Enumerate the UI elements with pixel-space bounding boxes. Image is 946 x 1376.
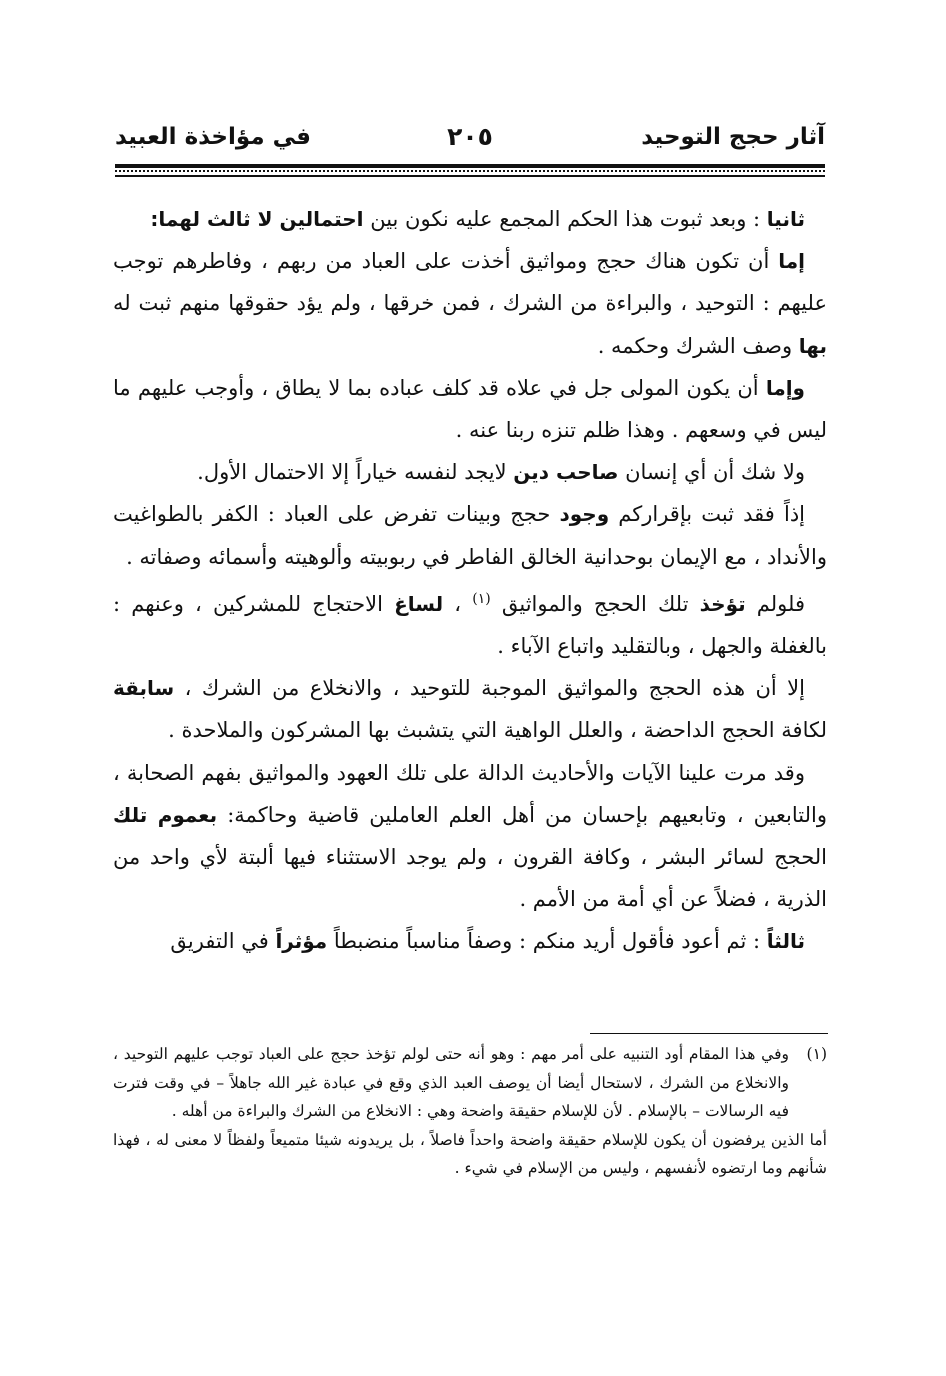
footnote-2-text: أما الذين يرفضون أن يكون للإسلام حقيقة واضحة واحداً فاصلاً ، بل يريدونه شيئا متميعاً ولفظاً لا معنى له ، فهذا شأنهم وما ارتضوه لأنفسهم ، وليس من الإسلام في شيء . — [113, 1130, 827, 1177]
bold-term: مؤثراً — [275, 929, 328, 954]
footnote-1 — [113, 1040, 827, 1126]
paragraph-p1 — [113, 198, 827, 240]
paragraph-p7 — [113, 667, 827, 751]
text-run: : ثم أعود فأقول أريد منكم : وصفاً مناسباً منضبطاً — [327, 929, 767, 954]
bold-term: سابقة — [113, 676, 175, 701]
paragraph-p2 — [113, 240, 827, 367]
header-book-title: آثار حجج التوحيد — [641, 124, 825, 150]
text-run: الحجج لسائر البشر ، وكافة القرون ، ولم يوجد الاستثناء فيها ألبتة لأي واحد من الذرية ، فضلاً عن أي أمة من الأمم . — [113, 845, 827, 912]
text-run: وصف الشرك وحكمه . — [597, 333, 799, 358]
bold-term: إما — [778, 249, 805, 274]
footnote-1-text: وفي هذا المقام أود التنبيه على أمر مهم : وهو أنه حتى لولم تؤخذ حجج على العباد توجب عليهم التوحيد ، والانخلاع من الشرك ، لاستحال أيضا أن يوصف العبد الذي وقع في عبادة غير الله جاهلاً – في وقت فترت فيه الرسالات – بالإسلام . لأن للإسلام حقيقة واضحة وهي : الانخلاع من الشرك والبراءة من أهله . — [113, 1045, 789, 1120]
bold-term: بها — [798, 333, 827, 358]
main-text — [113, 198, 827, 963]
text-run: إذاً فقد ثبت بإقراركم — [609, 502, 806, 527]
text-run: إلا أن هذه الحجج والمواثيق الموجبة للتوحيد ، والانخلاع من الشرك ، — [174, 676, 805, 701]
bold-term: ثالثاً — [766, 929, 805, 954]
text-run: في التفريق — [170, 929, 276, 954]
bold-term: وجود — [559, 502, 610, 527]
footnote-2 — [113, 1126, 827, 1183]
bold-term: لساغ — [394, 591, 444, 616]
bold-term: ثانيا — [766, 207, 805, 231]
text-run: تلك الحجج والمواثيق — [490, 591, 700, 616]
running-header — [115, 118, 825, 158]
text-run: أن تكون هناك حجج ومواثيق أخذت على العباد من ربهم ، وفاطرهم توجب عليهم : التوحيد ، والبراءة من الشرك ، فمن خرقها ، ولم يؤد حقوقها منهم ثبت له — [113, 249, 827, 316]
footnote-separator — [590, 1033, 828, 1034]
paragraph-p8 — [113, 752, 827, 921]
footnote-ref: (١) — [472, 590, 491, 607]
bold-term: تؤخذ — [699, 591, 746, 616]
footnotes — [113, 1040, 827, 1183]
header-rule-thick — [115, 164, 825, 168]
paragraph-p9 — [113, 920, 827, 962]
text-run: لايجد لنفسه خياراً إلا الاحتمال الأول. — [197, 460, 514, 485]
bold-term: صاحب دين — [513, 460, 619, 485]
text-run: أن يكون المولى جل في علاه قد كلف عباده بما لا يطاق ، وأوجب عليهم ما ليس في وسعهم . وهذا ظلم تنزه ربنا عنه . — [113, 375, 827, 443]
header-rule-thin — [115, 175, 825, 177]
footnote-number: (١) — [806, 1045, 827, 1063]
text-run: : وبعد ثبوت هذا الحكم المجمع عليه نكون بين — [363, 207, 767, 231]
bold-term: بعموم تلك — [113, 802, 218, 827]
paragraph-p4 — [113, 451, 827, 493]
bold-term: وإما — [765, 375, 805, 400]
paragraph-p5 — [113, 493, 827, 577]
text-run: لكافة الحجج الداحضة ، والعلل الواهية التي يتشبث بها المشركون والملاحدة . — [168, 718, 827, 743]
text-run: ولا شك أن أي إنسان — [618, 460, 805, 485]
text-run: ، — [443, 591, 473, 616]
paragraph-p6 — [113, 578, 827, 667]
text-run: الاحتجاج للمشركين ، وعنهم : بالغفلة والجهل ، وبالتقليد واتباع الآباء . — [113, 591, 827, 659]
text-run: فلولم — [745, 591, 805, 616]
header-rule-dotted — [115, 170, 825, 172]
page-number: ٢٠٥ — [447, 122, 493, 151]
paragraph-p3 — [113, 367, 827, 451]
text-run: وقد مرت علينا الآيات والأحاديث الدالة على تلك العهود والمواثيق بفهم الصحابة ، والتابعين ، وتابعيهم بإحسان من أهل العلم العاملين قاضية وحاكمة: — [113, 760, 827, 827]
header-chapter-title: في مؤاخذة العبيد — [115, 124, 311, 150]
bold-term: احتمالين لا ثالث لهما: — [150, 207, 364, 231]
text-run: حجج وبينات تفرض على العباد : الكفر بالطواغيت والأنداد ، مع الإيمان بوحدانية الخالق الفاطر في ربوبيته وألوهيته وأسمائه وصفاته . — [113, 502, 827, 569]
